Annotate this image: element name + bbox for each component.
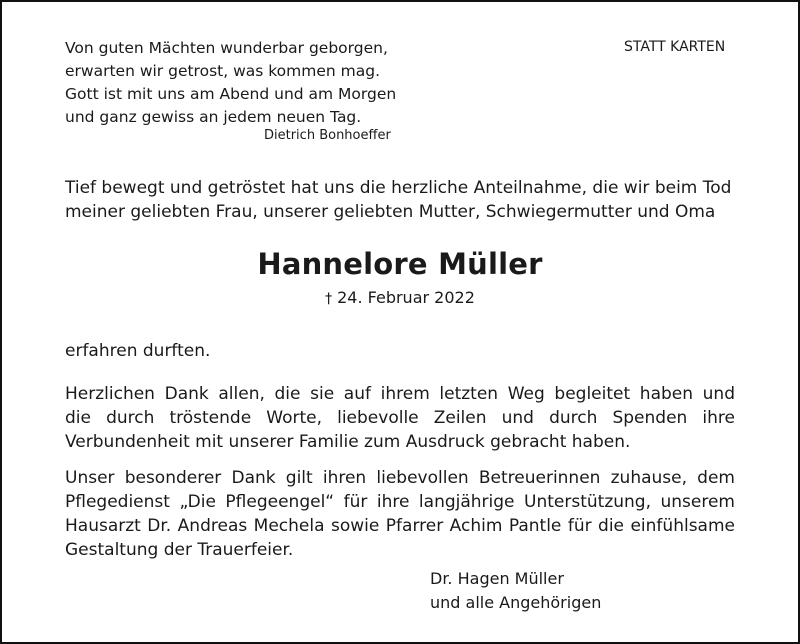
thanks-paragraph-1 — [65, 382, 735, 454]
intro-text — [65, 176, 745, 224]
paragraph-line: Herzlichen Dank allen, die sie auf ihrem letzten Weg begleitet haben und — [65, 384, 735, 404]
death-date-line — [2, 288, 798, 307]
paragraph-line: Unser besonderer Dank gilt ihren liebevollen Betreuerinnen zuhause, dem — [65, 468, 735, 488]
signature-name: Dr. Hagen Müller — [430, 569, 564, 588]
intro-line: Tief bewegt und getröstet hat uns die herzliche Anteilnahme, die wir beim Tod — [65, 178, 732, 198]
paragraph-line: Hausarzt Dr. Andreas Mechela sowie Pfarrer Achim Pantle für die einfühlsame — [65, 516, 735, 536]
poem-quote — [65, 37, 425, 129]
poem-line: erwarten wir getrost, was kommen mag. — [65, 62, 381, 80]
paragraph-line: die durch tröstende Worte, liebevolle Zeilen und durch Spenden ihre — [65, 408, 735, 428]
poem-line: Von guten Mächten wunderbar geborgen, — [65, 39, 388, 57]
thanks-paragraph-2 — [65, 466, 735, 562]
poem-line: Gott ist mit uns am Abend und am Morgen — [65, 85, 397, 103]
death-date: 24. Februar 2022 — [337, 288, 475, 307]
paragraph-line: Verbundenheit mit unserer Familie zum Ausdruck gebracht haben. — [65, 432, 631, 452]
poem-line: und ganz gewiss an jedem neuen Tag. — [65, 108, 362, 126]
signature — [430, 567, 601, 615]
paragraph-line: Gestaltung der Trauerfeier. — [65, 540, 294, 560]
statt-karten-label: STATT KARTEN — [624, 39, 726, 55]
signature-family: und alle Angehörigen — [430, 593, 602, 612]
poem-author: Dietrich Bonhoeffer — [264, 128, 391, 143]
paragraph-line: Pflegedienst „Die Pflegeengel“ für ihre langjährige Unterstützung, unserem — [65, 492, 735, 512]
deceased-name: Hannelore Müller — [257, 247, 543, 281]
learned-line: erfahren durften. — [65, 341, 211, 361]
intro-line: meiner geliebten Frau, unserer geliebten Mutter, Schwiegermutter und Oma — [65, 202, 716, 222]
cross-icon: † — [325, 291, 333, 307]
